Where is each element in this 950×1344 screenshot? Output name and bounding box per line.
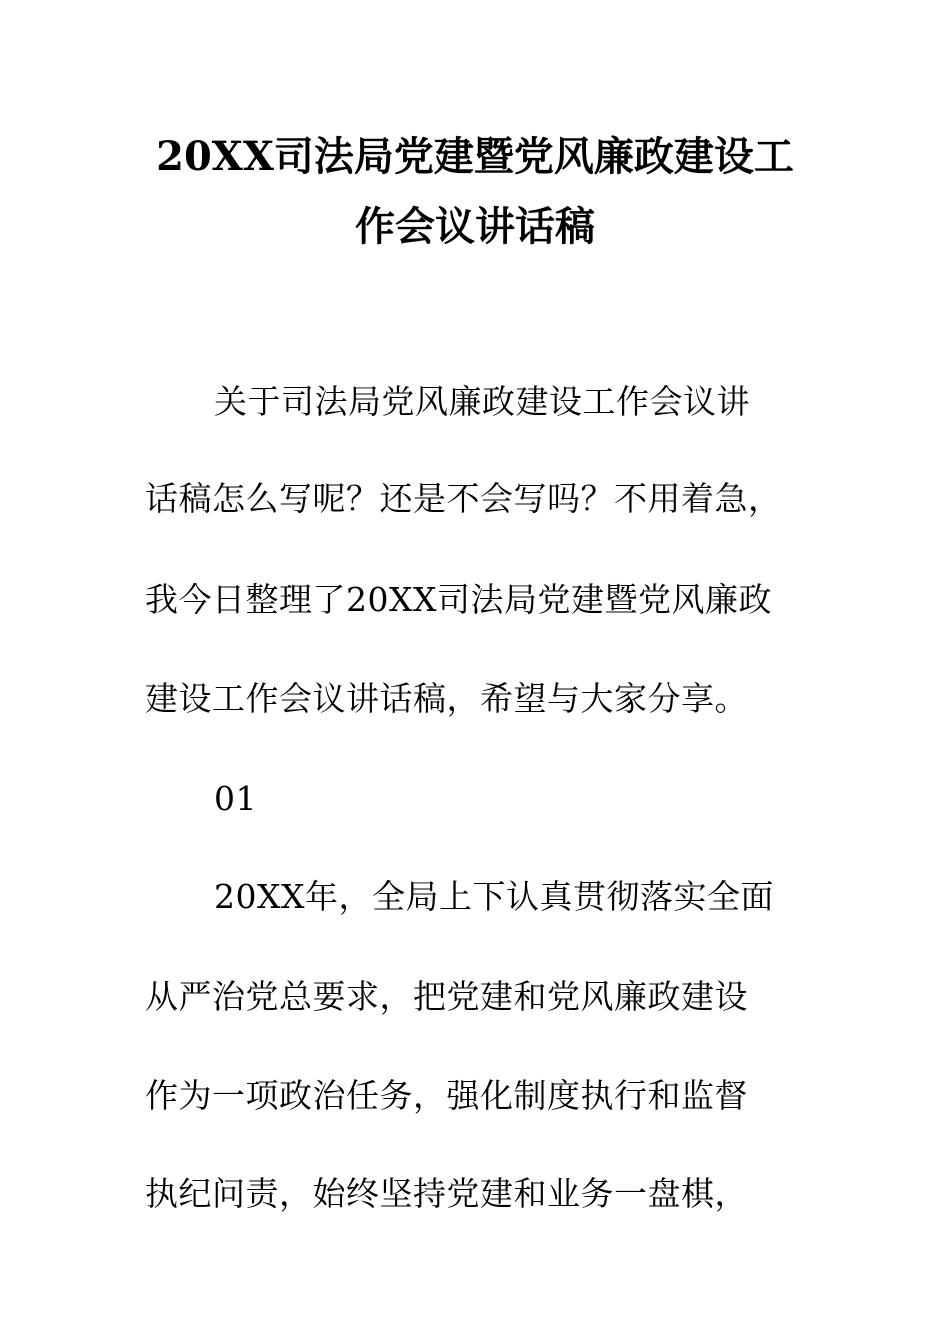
body-line-9: 执纪问责，始终坚持党建和业务一盘棋， <box>145 1174 748 1213</box>
body-line-3: 我今日整理了20XX司法局党建暨党风廉政 <box>145 580 772 619</box>
body-line-6: 20XX年，全局上下认真贯彻落实全面 <box>214 877 774 916</box>
body-line-1: 关于司法局党风廉政建设工作会议讲 <box>214 382 750 421</box>
body-line-7: 从严治党总要求，把党建和党风廉政建设 <box>145 977 748 1016</box>
body-line-8: 作为一项政治任务，强化制度执行和监督 <box>145 1076 748 1115</box>
body-line-4: 建设工作会议讲话稿，希望与大家分享。 <box>145 679 748 718</box>
body-line-2: 话稿怎么写呢？还是不会写吗？不用着急， <box>145 479 782 518</box>
document-title-line-1: 20XX司法局党建暨党风廉政建设工 <box>156 133 794 180</box>
section-number: 01 <box>214 779 257 818</box>
document-title-line-2: 作会议讲话稿 <box>355 203 595 250</box>
